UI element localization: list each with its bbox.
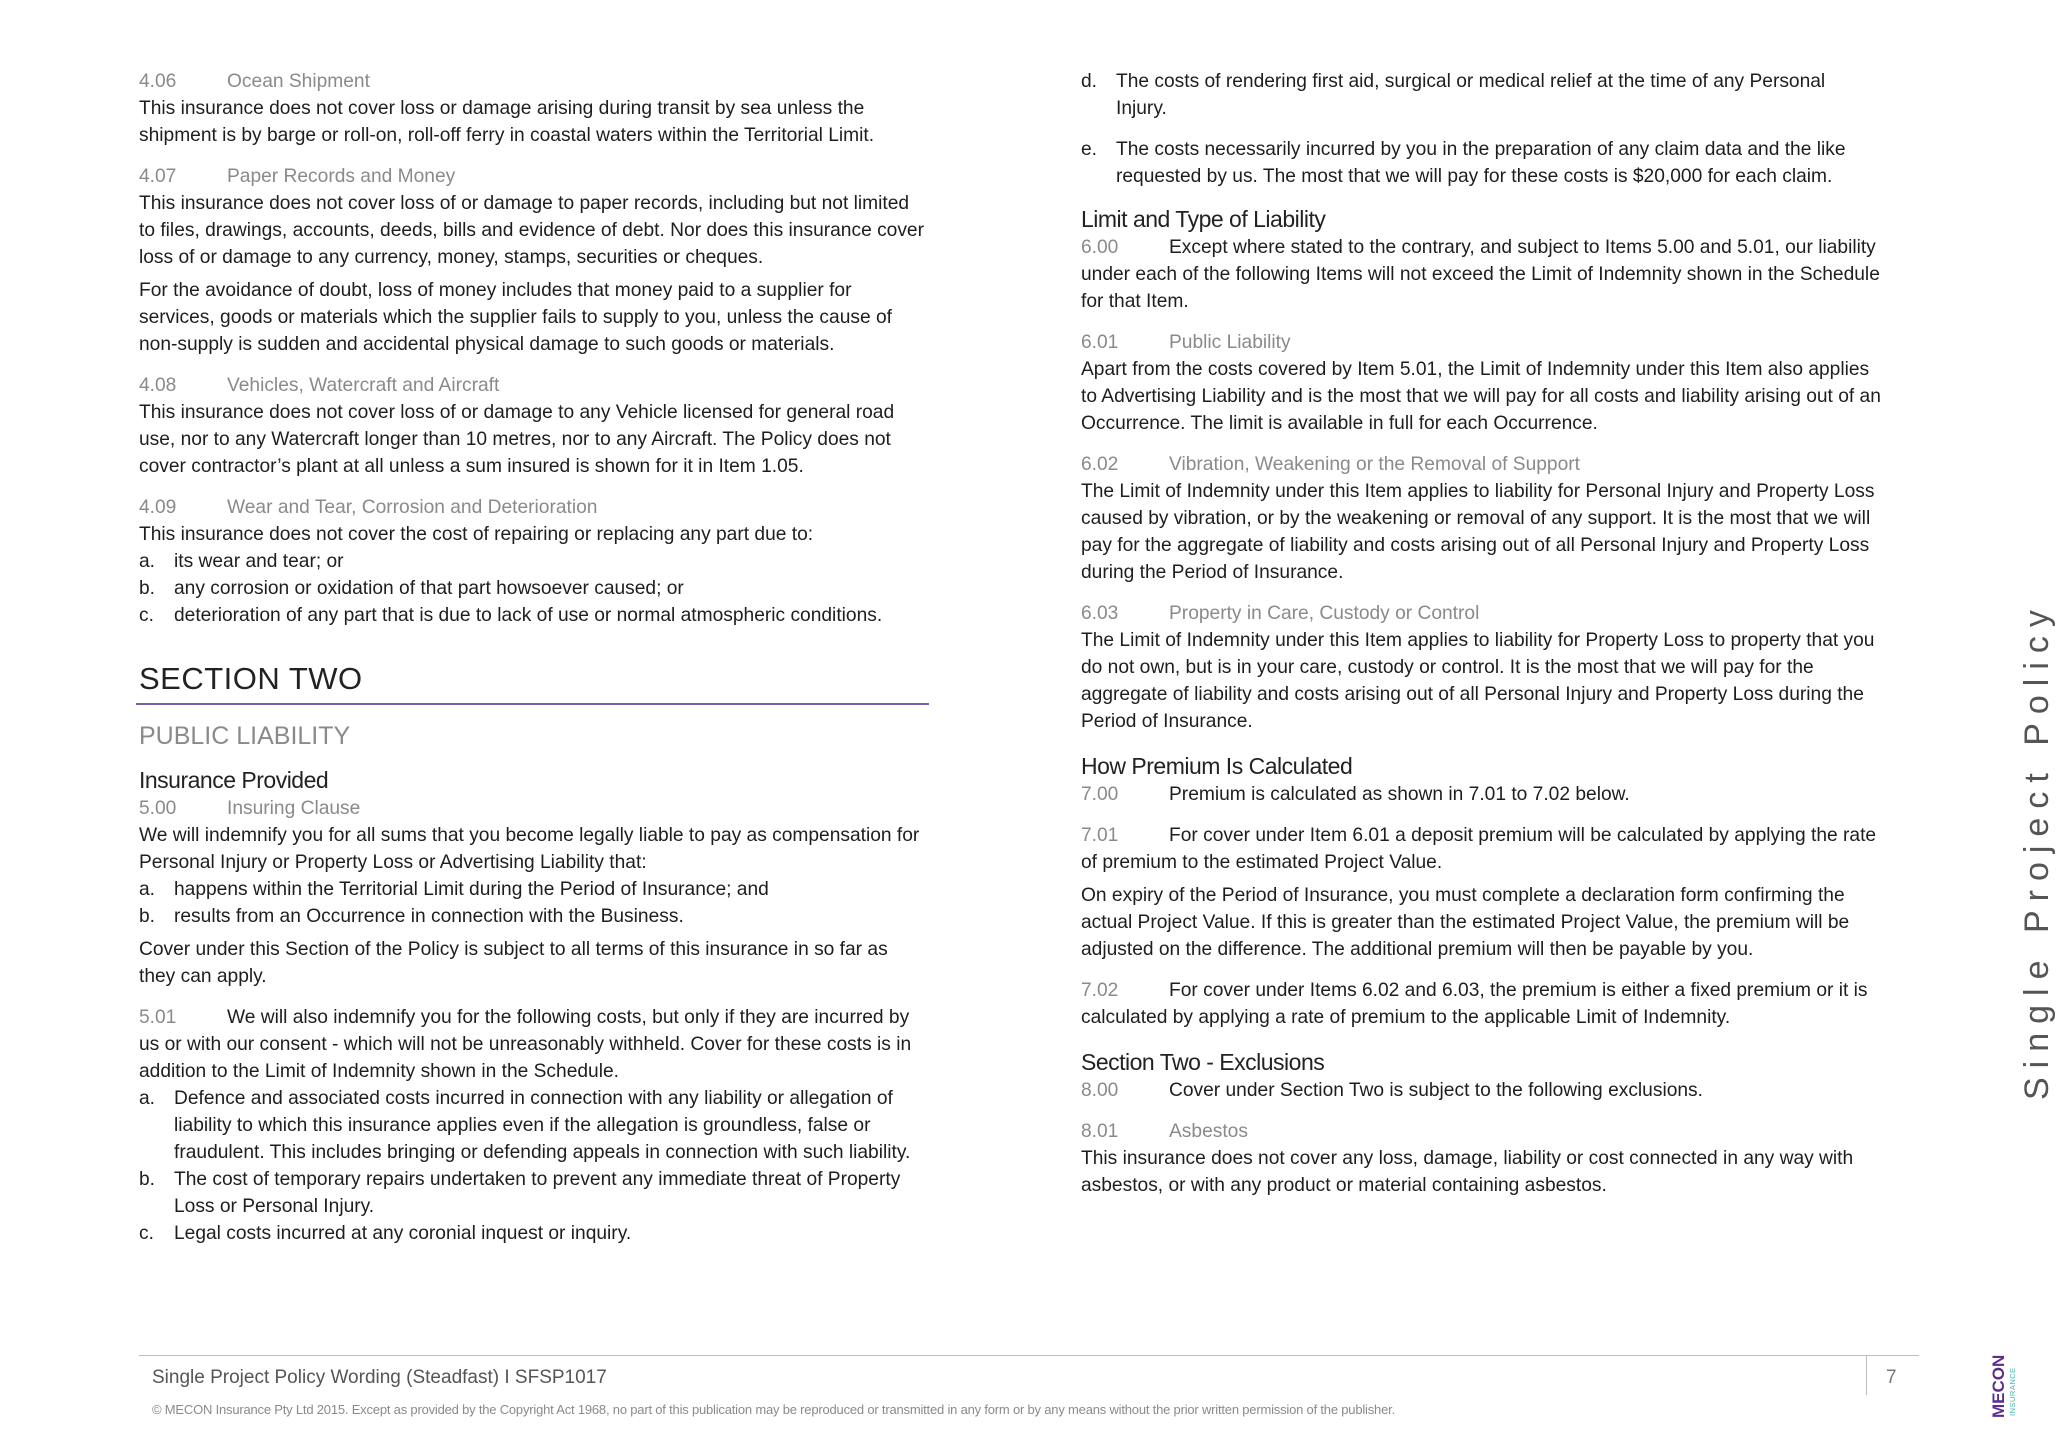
subheading-insurance-provided: Insurance Provided [139, 767, 329, 793]
logo-tagline: INSURANCE [2008, 1367, 2017, 1416]
clause-body: 5.01 We will also indemnify you for the following costs, but only if they are incurred by us or with our consent - which will not be unreasonably withheld. Cover for these costs is in addition to the Limit of Indemnity shown in the Schedule. [139, 1007, 912, 1082]
list-item: c. deterioration of any part that is due to lack of use or normal atmospheric conditions. [139, 605, 883, 626]
clause-7-02 [1081, 977, 1881, 1031]
clause-7-01 [1081, 822, 1881, 963]
clause-body: 7.01 For cover under Item 6.01 a deposit premium will be calculated by applying the rate of premium to the estimated Project Value. [1081, 825, 1877, 873]
clause-body: This insurance does not cover any loss, damage, liability or cost connected in any way with asbestos, or with any product or material containing asbestos. [1081, 1148, 1854, 1196]
clause-list [139, 1085, 929, 1247]
copyright-notice: © MECON Insurance Pty Ltd 2015. Except as provided by the Copyright Act 1968, no part of this publication may be reproduced or transmitted in any form or by any means without the prior written permission of the publisher. [152, 1402, 1395, 1417]
list-item: e. The costs necessarily incurred by you in the preparation of any claim data and the like requested by us. The most that we will pay for these costs is $20,000 for each claim. [1081, 139, 1846, 187]
clause-5-01 [139, 1004, 929, 1247]
left-column [139, 68, 929, 1247]
list-item: b. The cost of temporary repairs undertaken to prevent any immediate threat of Property Loss or Personal Injury. [139, 1169, 901, 1217]
clause-body: This insurance does not cover loss of or damage to paper records, including but not limited to files, drawings, accounts, deeds, bills and evidence of debt. Nor does this insurance cover loss of or damage to any currency, money, stamps, securities or cheques. [139, 193, 924, 268]
clause-8-00: 8.00 Cover under Section Two is subject to the following exclusions. [1081, 1080, 1703, 1101]
clause-4-09 [139, 494, 929, 629]
clause-heading: 4.06 Ocean Shipment [139, 71, 370, 92]
section-subtitle: PUBLIC LIABILITY [139, 722, 351, 750]
clause-4-07 [139, 163, 929, 358]
subheading-exclusions: Section Two - Exclusions [1081, 1049, 1325, 1075]
clause-body: Apart from the costs covered by Item 5.01, the Limit of Indemnity under this Item also applies to Advertising Liability and is the most that we will pay for all costs and liability arising out of an Occurrence. The limit is available in full for each Occurrence. [1081, 359, 1881, 434]
clause-body: This insurance does not cover loss or damage arising during transit by sea unless the shipment is by barge or roll-on, roll-off ferry in coastal waters within the Territorial Limit. [139, 98, 875, 146]
clause-heading: 5.00 Insuring Clause [139, 798, 361, 819]
footer-divider [139, 1355, 1919, 1356]
clause-4-06 [139, 68, 929, 149]
clause-6-03 [1081, 600, 1881, 735]
clause-list [139, 548, 929, 629]
clause-body-2: Cover under this Section of the Policy is subject to all terms of this insurance in so far as they can apply. [139, 939, 888, 987]
list-item: b. any corrosion or oxidation of that part howsoever caused; or [139, 578, 684, 599]
clause-6-02 [1081, 451, 1881, 586]
list-item: a. happens within the Territorial Limit during the Period of Insurance; and [139, 879, 769, 900]
clause-heading: 4.08 Vehicles, Watercraft and Aircraft [139, 375, 500, 396]
clause-list-de [1081, 68, 1881, 190]
clause-heading: 6.01 Public Liability [1081, 332, 1291, 353]
list-item: c. Legal costs incurred at any coronial inquest or inquiry. [139, 1223, 632, 1244]
clause-body: 7.02 For cover under Items 6.02 and 6.03, the premium is either a fixed premium or it is calculated by applying a rate of premium to the applicable Limit of Indemnity. [1081, 980, 1868, 1028]
clause-7-00: 7.00 Premium is calculated as shown in 7.01 to 7.02 below. [1081, 784, 1630, 805]
section-title: SECTION TWO [139, 661, 363, 696]
clause-heading: 8.01 Asbestos [1081, 1121, 1248, 1142]
clause-8-01 [1081, 1118, 1881, 1199]
side-title: Single Project Policy [2018, 601, 2056, 1100]
clause-heading: 6.03 Property in Care, Custody or Control [1081, 603, 1480, 624]
clause-6-01 [1081, 329, 1881, 437]
clause-body: This insurance does not cover loss of or damage to any Vehicle licensed for general road use, nor to any Watercraft longer than 10 metres, nor to any Aircraft. The Policy does not cover contractor’s plant at all unless a sum insured is shown for it in Item 1.05. [139, 402, 895, 477]
subheading-premium: How Premium Is Calculated [1081, 753, 1353, 779]
right-column [1081, 68, 1881, 1199]
clause-body: This insurance does not cover the cost of repairing or replacing any part due to: [139, 524, 814, 545]
list-item: d. The costs of rendering first aid, surgical or medical relief at the time of any Personal Injury. [1081, 71, 1826, 119]
clause-body: We will indemnify you for all sums that you become legally liable to pay as compensation for Personal Injury or Property Loss or Advertising Liability that: [139, 825, 920, 873]
section-divider [136, 703, 929, 705]
clause-6-00: 6.00 Except where stated to the contrary, and subject to Items 5.00 and 5.01, our liability under each of the following Items will not exceed the Limit of Indemnity shown in the Schedule for that Item. [1081, 237, 1880, 312]
footer-page-divider [1866, 1355, 1867, 1395]
subheading-limit: Limit and Type of Liability [1081, 206, 1326, 232]
clause-heading: 6.02 Vibration, Weakening or the Removal of Support [1081, 454, 1580, 475]
clause-body-2: On expiry of the Period of Insurance, you must complete a declaration form confirming the actual Project Value. If this is greater than the estimated Project Value, the premium will be adjusted on the difference. The additional premium will then be payable by you. [1081, 885, 1850, 960]
clause-body: The Limit of Indemnity under this Item applies to liability for Personal Injury and Property Loss caused by vibration, or by the weakening or removal of any support. It is the most that we will pay for the aggregate of liability and costs arising out of all Personal Injury and Property Loss during the Period of Insurance. [1081, 481, 1875, 583]
clause-list [139, 876, 929, 930]
list-item: b. results from an Occurrence in connection with the Business. [139, 906, 684, 927]
clause-body-2: For the avoidance of doubt, loss of money includes that money paid to a supplier for services, goods or materials which the supplier fails to supply to you, unless the cause of non-supply is sudden and accidental physical damage to such goods or materials. [139, 280, 892, 355]
clause-heading: 4.07 Paper Records and Money [139, 166, 456, 187]
list-item: a. Defence and associated costs incurred in connection with any liability or allegation of liability to which this insurance applies even if the allegation is groundless, false or fraudulent. This includes bringing or defending appeals in connection with such liability. [139, 1088, 911, 1163]
clause-body: The Limit of Indemnity under this Item applies to liability for Property Loss to property that you do not own, but is in your care, custody or control. It is the most that we will pay for the aggregate of liability and costs arising out of all Personal Injury and Property Loss during the Period of Insurance. [1081, 630, 1875, 732]
page-number: 7 [1886, 1367, 1897, 1388]
mecon-logo-icon [1984, 1348, 2018, 1420]
clause-5-00 [139, 795, 929, 990]
clause-4-08 [139, 372, 929, 480]
footer-document-title: Single Project Policy Wording (Steadfast) I SFSP1017 [152, 1367, 607, 1388]
clause-heading: 4.09 Wear and Tear, Corrosion and Deterioration [139, 497, 598, 518]
logo-wordmark: MECON [1989, 1354, 2008, 1418]
list-item: a. its wear and tear; or [139, 551, 344, 572]
